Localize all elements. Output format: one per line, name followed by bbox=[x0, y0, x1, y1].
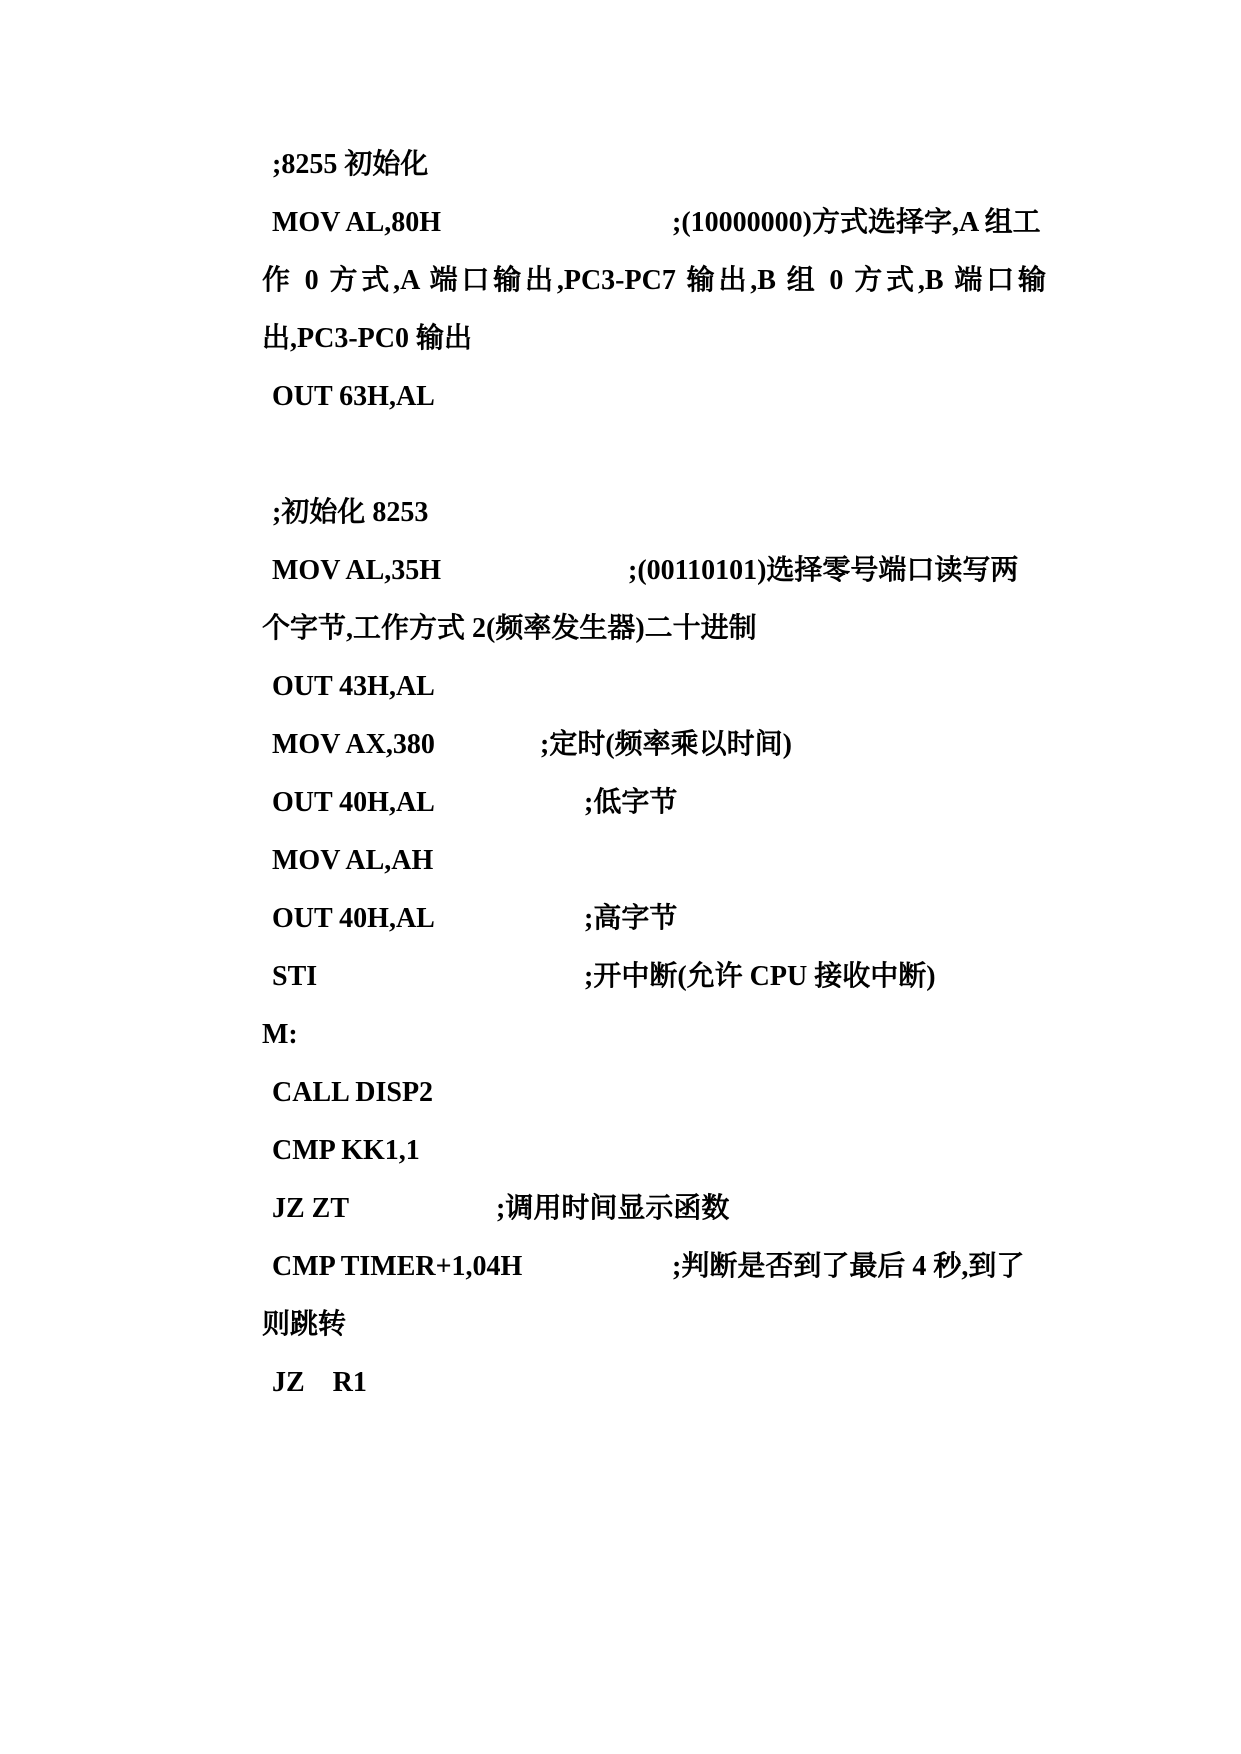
comment-continuation: 则跳转 bbox=[262, 1309, 347, 1340]
comment-continuation: 个字节,工作方式 2(频率发生器)二十进制 bbox=[262, 613, 757, 644]
code-line: JZ ZT bbox=[272, 1193, 350, 1224]
code-comment: ;定时(频率乘以时间) bbox=[540, 729, 792, 760]
code-comment: ;调用时间显示函数 bbox=[496, 1193, 730, 1224]
code-line: MOV AL,AH bbox=[272, 845, 434, 876]
code-comment: ;低字节 bbox=[584, 787, 678, 818]
code-line: JZ R1 bbox=[272, 1367, 367, 1398]
code-label: M: bbox=[262, 1019, 298, 1050]
comment-8253-init: ;初始化 8253 bbox=[272, 497, 429, 528]
code-line: MOV AX,380 bbox=[272, 729, 435, 760]
code-line: OUT 63H,AL bbox=[272, 381, 435, 412]
code-line: STI bbox=[272, 961, 318, 992]
code-comment: ;(10000000)方式选择字,A 组工 bbox=[672, 207, 1041, 238]
code-line: CMP TIMER+1,04H bbox=[272, 1251, 523, 1282]
code-line: OUT 40H,AL bbox=[272, 903, 435, 934]
comment-continuation: 作 0 方式,A 端口输出,PC3-PC7 输出,B 组 0 方式,B 端口输 bbox=[262, 265, 1046, 296]
code-comment: ;(00110101)选择零号端口读写两 bbox=[628, 555, 1019, 586]
code-line: CALL DISP2 bbox=[272, 1077, 434, 1108]
code-line: OUT 43H,AL bbox=[272, 671, 435, 702]
code-comment: ;高字节 bbox=[584, 903, 678, 934]
code-comment: ;开中断(允许 CPU 接收中断) bbox=[584, 961, 936, 992]
comment-8255-init: ;8255 初始化 bbox=[272, 149, 429, 180]
code-line: OUT 40H,AL bbox=[272, 787, 435, 818]
code-comment: ;判断是否到了最后 4 秒,到了 bbox=[672, 1251, 1025, 1282]
code-line: MOV AL,35H bbox=[272, 555, 442, 586]
code-line: CMP KK1,1 bbox=[272, 1135, 420, 1166]
code-line: MOV AL,80H bbox=[272, 207, 442, 238]
comment-continuation: 出,PC3-PC0 输出 bbox=[262, 323, 472, 354]
